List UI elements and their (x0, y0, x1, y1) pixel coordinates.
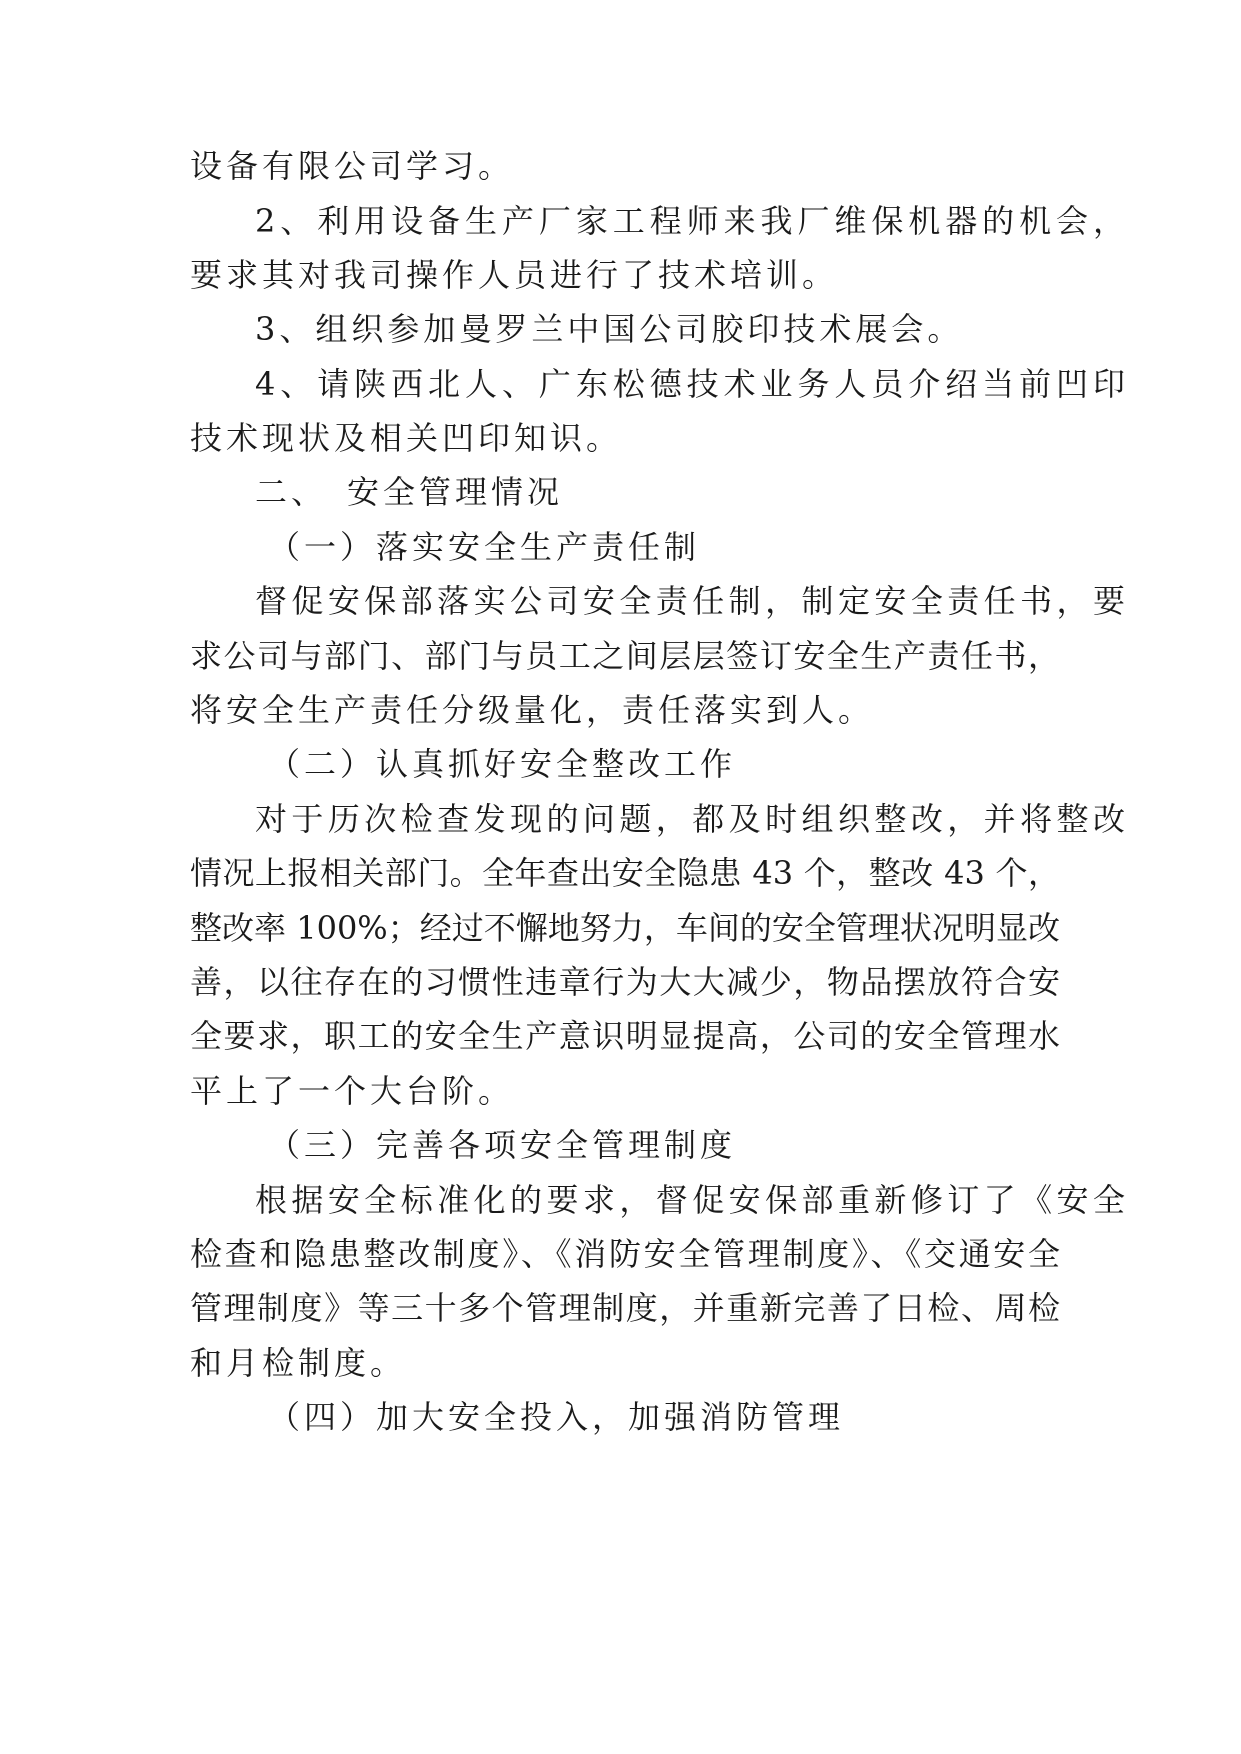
subsection-heading: （四）加大安全投入，加强消防管理 (268, 1398, 845, 1436)
list-item-line: 4、请陕西北人、广东松德技术业务人员介绍当前凹印 (255, 365, 1125, 403)
list-item-line: 3、组织参加曼罗兰中国公司胶印技术展会。 (255, 310, 964, 348)
paragraph-line: 全要求，职工的安全生产意识明显提高，公司的安全管理水 (190, 1017, 1060, 1055)
paragraph-line: 根据安全标准化的要求，督促安保部重新修订了《安全 (255, 1181, 1125, 1219)
paragraph-line: 检查和隐患整改制度》、《消防安全管理制度》、《交通安全 (190, 1235, 1060, 1273)
paragraph-line: 平上了一个大台阶。 (190, 1072, 515, 1110)
subsection-heading: （三）完善各项安全管理制度 (268, 1126, 737, 1164)
paragraph-line: 管理制度》等三十多个管理制度，并重新完善了日检、周检 (190, 1289, 1060, 1327)
paragraph-line: 和月检制度。 (190, 1344, 407, 1382)
paragraph-line: 求公司与部门、部门与员工之间层层签订安全生产责任书， (190, 637, 1060, 675)
subsection-heading: （一）落实安全生产责任制 (268, 528, 701, 566)
paragraph-line: 整改率 100%；经过不懈地努力，车间的安全管理状况明显改 (190, 909, 1060, 947)
list-item-line: 要求其对我司操作人员进行了技术培训。 (190, 256, 839, 294)
list-item-line: 技术现状及相关凹印知识。 (190, 419, 623, 457)
paragraph-line: 将安全生产责任分级量化，责任落实到人。 (190, 691, 875, 729)
paragraph-line: 督促安保部落实公司安全责任制，制定安全责任书，要 (255, 582, 1125, 620)
paragraph-line: 善，以往存在的习惯性违章行为大大减少，物品摆放符合安 (190, 963, 1060, 1001)
section-heading: 二、 安全管理情况 (255, 473, 564, 511)
subsection-heading: （二）认真抓好安全整改工作 (268, 745, 737, 783)
paragraph-line: 对于历次检查发现的问题，都及时组织整改，并将整改 (255, 800, 1125, 838)
list-item-line: 2、利用设备生产厂家工程师来我厂维保机器的机会， (255, 202, 1125, 240)
paragraph-line: 情况上报相关部门。全年查出安全隐患 43 个，整改 43 个， (190, 854, 1060, 892)
body-text-line: 设备有限公司学习。 (190, 147, 515, 185)
